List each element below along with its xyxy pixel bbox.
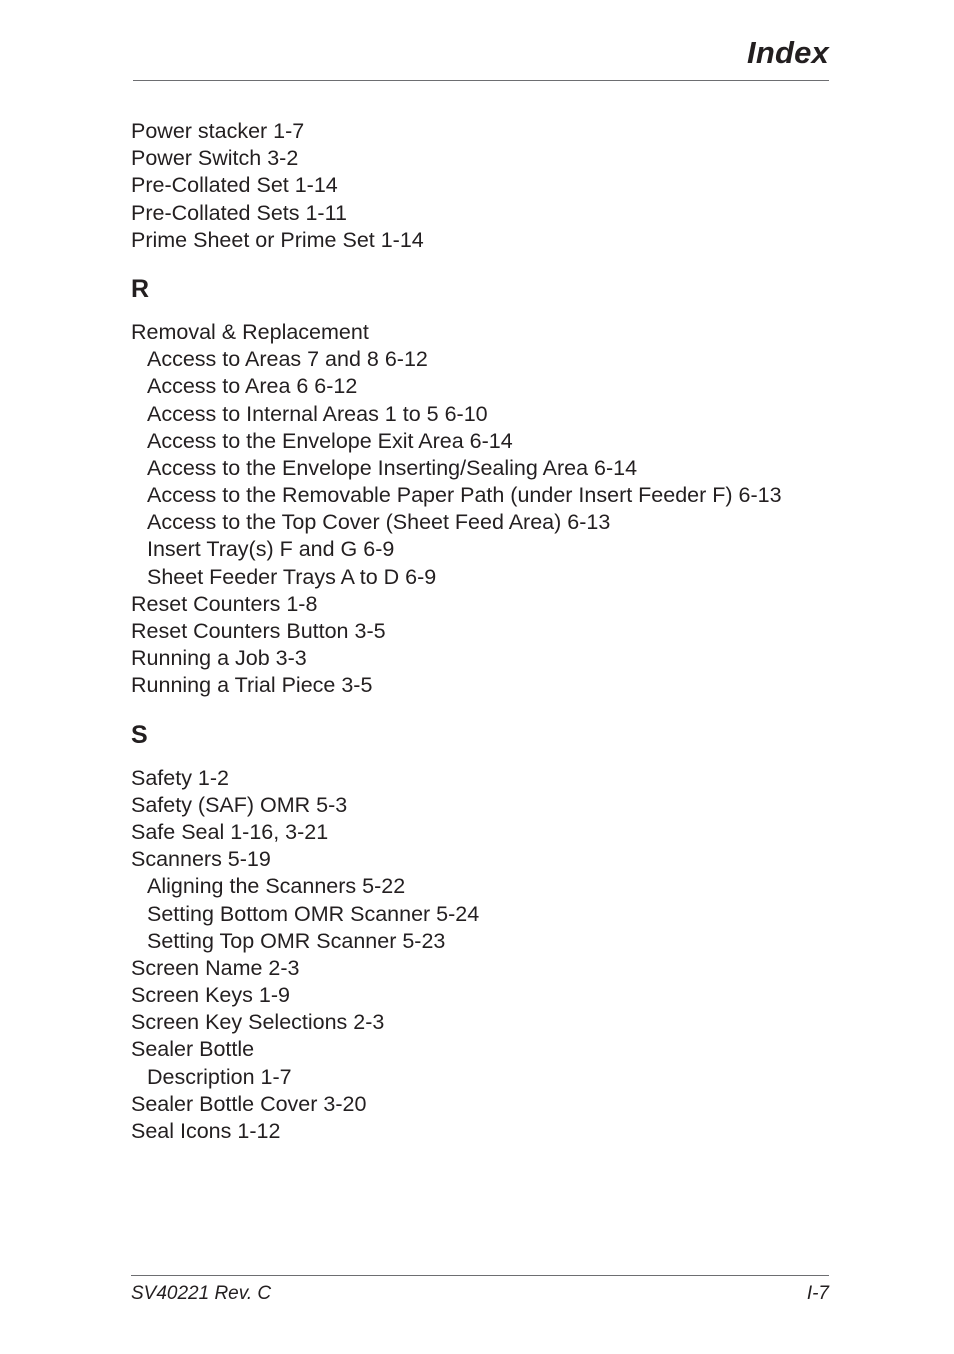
page-header — [133, 30, 829, 81]
index-section-s — [131, 720, 851, 1146]
index-subentry: Aligning the Scanners 5-22 — [147, 874, 406, 899]
index-body — [131, 118, 851, 1145]
page-title: Index — [747, 35, 829, 70]
index-entry: Removal & Replacement — [131, 319, 369, 344]
index-entry: Prime Sheet or Prime Set 1-14 — [131, 227, 424, 252]
index-subentry: Setting Bottom OMR Scanner 5-24 — [147, 901, 480, 926]
index-entry: Power Switch 3-2 — [131, 146, 299, 171]
index-entry: Sealer Bottle — [131, 1037, 255, 1062]
index-subentry: Description 1-7 — [147, 1064, 292, 1089]
index-subentry: Access to the Envelope Inserting/Sealing Area 6-14 — [147, 455, 638, 480]
index-entry: Running a Trial Piece 3-5 — [131, 673, 373, 698]
index-subentry: Access to Areas 7 and 8 6-12 — [147, 347, 428, 372]
index-subentry: Setting Top OMR Scanner 5-23 — [147, 928, 446, 953]
index-entry: Reset Counters Button 3-5 — [131, 619, 386, 643]
section-letter-heading: R — [131, 274, 150, 303]
index-entry: Seal Icons 1-12 — [131, 1119, 281, 1143]
index-entry: Sealer Bottle Cover 3-20 — [131, 1091, 367, 1116]
index-subentry: Access to the Envelope Exit Area 6-14 — [147, 428, 513, 453]
index-section-p — [131, 118, 851, 254]
index-entry: Running a Job 3-3 — [131, 646, 307, 671]
index-entry: Safety 1-2 — [131, 765, 229, 790]
section-letter-heading: S — [131, 720, 148, 749]
index-subentry: Insert Tray(s) F and G 6-9 — [147, 537, 395, 562]
page-footer — [131, 1275, 829, 1312]
index-entry: Pre-Collated Set 1-14 — [131, 173, 338, 198]
index-entry: Safety (SAF) OMR 5-3 — [131, 792, 348, 817]
index-subentry: Access to Internal Areas 1 to 5 6-10 — [147, 401, 488, 426]
index-entry: Screen Keys 1-9 — [131, 983, 290, 1008]
index-subentry: Access to the Top Cover (Sheet Feed Area) 6-13 — [147, 510, 611, 535]
index-entry: Power stacker 1-7 — [131, 119, 305, 143]
index-entry: Reset Counters 1-8 — [131, 591, 318, 616]
index-entry: Pre-Collated Sets 1-11 — [131, 200, 347, 225]
index-entry: Scanners 5-19 — [131, 847, 271, 872]
index-section-r — [131, 274, 851, 700]
index-entry: Safe Seal 1-16, 3-21 — [131, 819, 329, 844]
index-entry: Screen Name 2-3 — [131, 955, 300, 980]
page-number: I-7 — [806, 1283, 829, 1304]
document-id: SV40221 Rev. C — [131, 1283, 272, 1304]
index-subentry: Access to the Removable Paper Path (under Insert Feeder F) 6-13 — [147, 483, 782, 508]
index-subentry: Access to Area 6 6-12 — [147, 374, 358, 399]
index-entry: Screen Key Selections 2-3 — [131, 1010, 385, 1035]
index-subentry: Sheet Feeder Trays A to D 6-9 — [147, 564, 437, 589]
